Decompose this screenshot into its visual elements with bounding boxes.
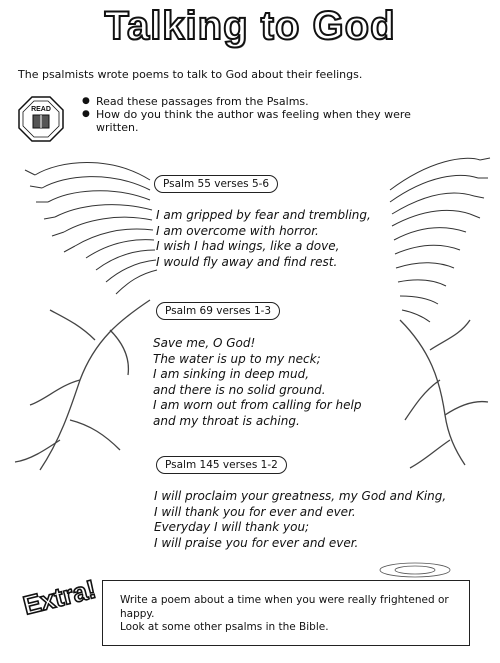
passage-verse [154, 489, 446, 551]
passage-reference: Psalm 145 verses 1-2 [156, 456, 287, 474]
right-branch [400, 320, 488, 468]
verse-line: and my throat is aching. [153, 413, 300, 428]
extra-tasks [120, 594, 460, 635]
verse-line: I am sinking in deep mud, [153, 367, 310, 382]
verse-line: I will thank you for ever and ever. [154, 504, 356, 519]
read-badge-icon [18, 96, 64, 142]
left-branch [15, 300, 150, 470]
verse-line: Save me, O God! [153, 336, 256, 350]
extra-label: Extra! [20, 573, 99, 621]
verse-line: and there is no solid ground. [153, 382, 326, 397]
passage-reference: Psalm 69 verses 1-3 [156, 302, 280, 320]
verse-line: I am worn out from calling for help [153, 398, 362, 413]
verse-line: The water is up to my neck; [153, 351, 321, 366]
badge-label: READ [31, 106, 51, 113]
verse-line: Everyday I will thank you; [154, 520, 310, 535]
passage-verse [156, 208, 371, 270]
water-ripples [380, 563, 450, 577]
intro-text: The psalmists wrote poems to talk to God about their feelings. [18, 68, 363, 81]
extra-task: Write a poem about a time when you were really frightened or happy. [120, 594, 449, 620]
instructions-list [82, 95, 412, 134]
page-title: Talking to God [104, 4, 396, 48]
left-wing [25, 163, 157, 295]
verse-line: I am gripped by fear and trembling, [156, 208, 371, 222]
instruction-item: ● How do you think the author was feeling when they were written. [82, 108, 412, 134]
right-wing [390, 158, 490, 322]
verse-line: I would fly away and find rest. [156, 254, 338, 269]
extra-task: Look at some other psalms in the Bible. [120, 621, 329, 633]
passage-verse [153, 336, 361, 430]
verse-line: I wish I had wings, like a dove, [156, 239, 340, 254]
verse-line: I will proclaim your greatness, my God and King, [154, 489, 447, 503]
passage-reference: Psalm 55 verses 5-6 [154, 175, 278, 193]
instruction-item: ● Read these passages from the Psalms. [82, 95, 412, 108]
verse-line: I am overcome with horror. [156, 223, 319, 238]
verse-line: I will praise you for ever and ever. [154, 535, 359, 550]
